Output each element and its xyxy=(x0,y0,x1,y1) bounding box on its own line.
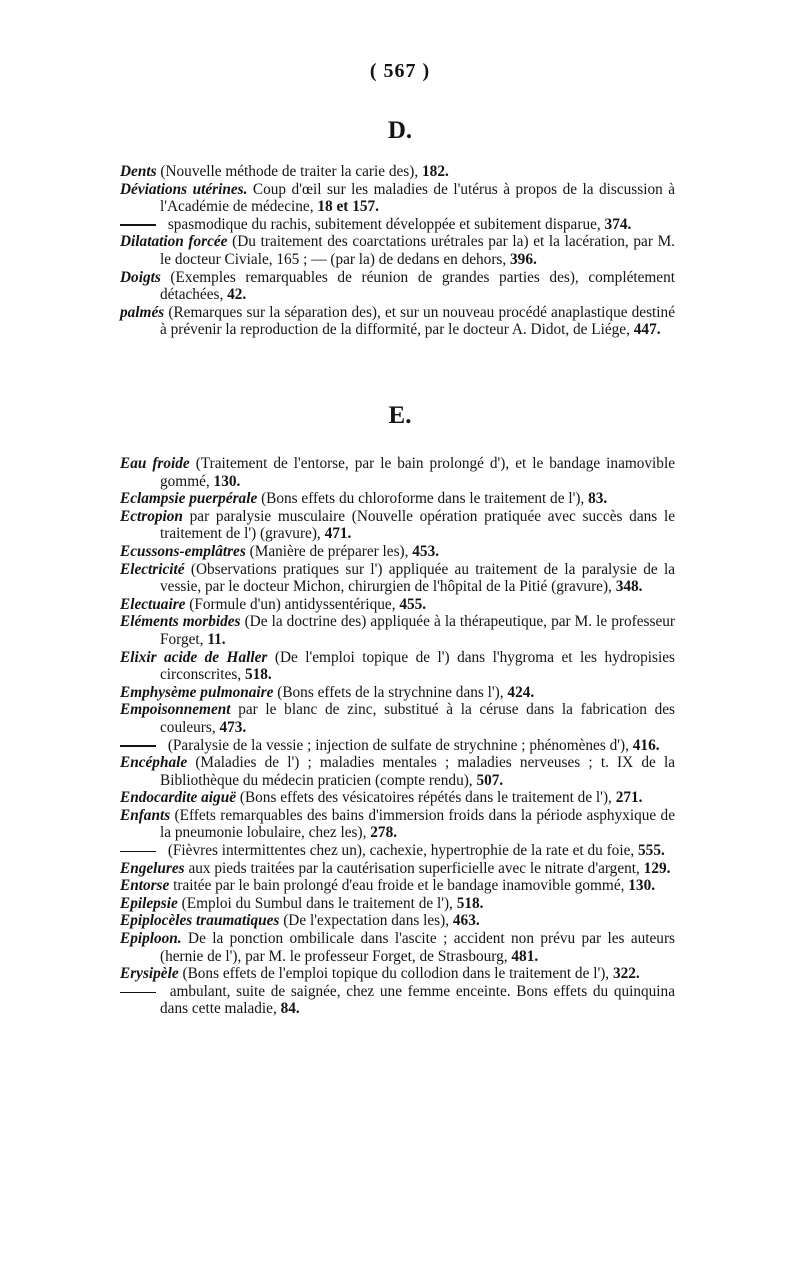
entry-text: (Observations pratiques sur l') appliquée au traitement de la paralysie de la vessie, par le docteur Michon, chirurgien de l'hôpital de la Pitié (gravure), xyxy=(160,560,675,596)
entry-term: Engelures xyxy=(120,859,185,877)
entry-term: Emphysème pulmonaire xyxy=(120,683,274,701)
entry-text: (Traitement de l'entorse, par le bain prolongé d'), et le bandage inamovible gommé, xyxy=(160,455,675,490)
entry-text: traitée par le bain prolongé d'eau froide et le bandage inamovible gommé, xyxy=(173,877,625,895)
entry-text: (De l'emploi topique de l') dans l'hygroma et les hydropisies circonscrites, xyxy=(160,648,675,684)
entry-term: Epiploon. xyxy=(120,930,182,948)
entry-text: (Nouvelle méthode de traiter la carie des), xyxy=(160,163,419,180)
section-letter-e: E. xyxy=(388,402,412,429)
entry-page-ref: 447. xyxy=(633,321,661,339)
index-entry xyxy=(120,842,675,860)
entry-page-ref: 322. xyxy=(612,965,640,983)
index-entry xyxy=(120,860,675,878)
entry-page-ref: 130. xyxy=(628,877,656,895)
entry-text: (Effets remarquables des bains d'immersion froids dans la période asphyxique de la pneumonie lobulaire, chez les), xyxy=(160,806,675,842)
entry-term: Eau froide xyxy=(120,455,190,472)
entry-text: (Bons effets du chloroforme dans le traitement de l'), xyxy=(261,490,585,508)
entry-term: Dilatation forcée xyxy=(120,233,228,251)
entry-text: (De la doctrine des) appliquée à la thérapeutique, par M. le professeur Forget, xyxy=(160,613,675,648)
entry-page-ref: 11. xyxy=(207,630,226,648)
entry-page-ref: 42. xyxy=(227,286,247,304)
entry-text: spasmodique du rachis, subitement développée et subitement disparue, xyxy=(167,215,601,233)
entry-text: (Maladies de l') ; maladies mentales ; maladies nerveuses ; t. IX de la Bibliothèque du médecin praticien (compte rendu), xyxy=(160,754,676,789)
entry-page-ref: 455. xyxy=(399,595,427,613)
entry-page-ref: 18 et 157. xyxy=(317,198,379,216)
entry-text: (Du traitement des coarctations urétrales par la) et la lacération, par M. le docteur Civiale, 165 ; — (par la) de dedans en dehors, xyxy=(160,233,676,268)
section-letter-d: D. xyxy=(387,117,413,144)
index-entry xyxy=(120,269,675,304)
entry-term: Erysipèle xyxy=(120,965,179,983)
entry-text: (Paralysie de la vessie ; injection de sulfate de strychnine ; phénomènes d'), xyxy=(167,736,629,754)
ditto-dash xyxy=(120,842,164,860)
entry-term: Eléments morbides xyxy=(120,613,241,631)
entry-term: Ectropion xyxy=(120,507,183,525)
index-entry xyxy=(120,701,675,736)
index-entry xyxy=(120,649,675,684)
entry-page-ref: 471. xyxy=(324,525,352,543)
entry-term: Ecussons-emplâtres xyxy=(120,542,246,560)
index-entry xyxy=(120,304,675,339)
entry-page-ref: 463. xyxy=(452,912,480,930)
entry-page-ref: 507. xyxy=(476,771,504,789)
entry-text: (Bons effets de la strychnine dans l'), xyxy=(277,683,504,701)
index-entry xyxy=(120,613,675,648)
index-entry xyxy=(120,684,675,702)
section-e-entries xyxy=(120,455,675,1018)
entry-text: aux pieds traitées par la cautérisation superficielle avec le nitrate d'argent, xyxy=(188,859,640,877)
entry-page-ref: 84. xyxy=(280,1000,300,1018)
index-entry xyxy=(120,895,675,913)
entry-term: Entorse xyxy=(120,877,170,895)
index-entry xyxy=(120,561,675,596)
entry-page-ref: 271. xyxy=(615,789,643,807)
entry-page-ref: 278. xyxy=(370,824,398,842)
entry-text: (Exemples remarquables de réunion de grandes parties des), complétement détachées, xyxy=(160,268,675,304)
index-entry xyxy=(120,789,675,807)
index-entry xyxy=(120,233,675,268)
entry-term: Encéphale xyxy=(120,754,188,772)
entry-text: par le blanc de zinc, substitué à la céruse dans la fabrication des couleurs, xyxy=(160,701,675,736)
index-entry xyxy=(120,877,675,895)
entry-term: Enfants xyxy=(120,806,171,824)
entry-page-ref: 182. xyxy=(422,163,449,180)
entry-term: Déviations utérines. xyxy=(120,180,248,198)
entry-page-ref: 453. xyxy=(412,542,440,560)
entry-page-ref: 518. xyxy=(456,894,484,912)
entry-term: Eclampsie puerpérale xyxy=(120,490,258,508)
entry-term: Epiplocèles traumatiques xyxy=(120,912,280,930)
entry-page-ref: 130. xyxy=(213,472,241,490)
index-entry xyxy=(120,181,675,216)
entry-term: Endocardite aiguë xyxy=(120,789,237,807)
index-entry xyxy=(120,216,675,234)
ditto-dash xyxy=(120,737,164,755)
entry-text: (Formule d'un) antidyssentérique, xyxy=(189,595,396,613)
index-entry xyxy=(120,737,675,755)
entry-text: (Manière de préparer les), xyxy=(249,542,409,560)
entry-term: Electricité xyxy=(120,560,185,578)
entry-page-ref: 396. xyxy=(510,250,537,268)
index-entry xyxy=(120,965,675,983)
entry-term: Dents xyxy=(120,163,157,180)
entry-text: ambulant, suite de saignée, chez une femme enceinte. Bons effets du quinquina dans cette maladie, xyxy=(160,982,675,1018)
index-entry xyxy=(120,163,675,181)
entry-text: (Fièvres intermittentes chez un), cachexie, hypertrophie de la rate et du foie, xyxy=(167,842,635,860)
entry-text: De la ponction ombilicale dans l'ascite ; accident non prévu par les auteurs (hernie de l'), par M. le professeur Forget, de Strasbourg, xyxy=(160,930,675,965)
entry-text: (Emploi du Sumbul dans le traitement de l'), xyxy=(181,894,453,912)
index-entry xyxy=(120,596,675,614)
entry-text: (Bons effets des vésicatoires répétés dans le traitement de l'), xyxy=(239,789,612,807)
entry-page-ref: 555. xyxy=(638,842,665,860)
index-entry xyxy=(120,807,675,842)
entry-term: palmés xyxy=(120,303,165,321)
entry-text: (Remarques sur la séparation des), et sur un nouveau procédé anaplastique destiné à prévenir la reproduction de la difformité, par le docteur A. Didot, de Liége, xyxy=(160,303,675,339)
index-entry xyxy=(120,508,675,543)
entry-term: Empoisonnement xyxy=(120,701,231,719)
entry-page-ref: 473. xyxy=(219,718,247,736)
index-entry xyxy=(120,543,675,561)
entry-page-ref: 83. xyxy=(588,490,608,508)
entry-term: Electuaire xyxy=(120,595,186,613)
page-number: ( 567 ) xyxy=(369,60,431,82)
index-entry xyxy=(120,490,675,508)
ditto-dash xyxy=(120,983,164,1001)
ditto-dash xyxy=(120,216,164,234)
entry-page-ref: 348. xyxy=(615,578,643,596)
index-entry xyxy=(120,983,675,1018)
entry-text: (De l'expectation dans les), xyxy=(283,912,450,930)
entry-page-ref: 416. xyxy=(632,736,660,754)
entry-term: Epilepsie xyxy=(120,894,178,912)
entry-page-ref: 374. xyxy=(604,215,632,233)
index-entry xyxy=(120,912,675,930)
entry-page-ref: 481. xyxy=(511,947,539,965)
index-entry xyxy=(120,754,675,789)
entry-page-ref: 518. xyxy=(244,666,272,684)
entry-term: Doigts xyxy=(120,268,161,286)
section-d-entries xyxy=(120,163,675,339)
index-entry xyxy=(120,455,675,490)
entry-text: Coup d'œil sur les maladies de l'utérus à propos de la discussion à l'Académie de médecine, xyxy=(160,180,676,216)
entry-page-ref: 424. xyxy=(507,683,535,701)
entry-text: (Bons effets de l'emploi topique du collodion dans le traitement de l'), xyxy=(182,965,610,983)
entry-text: par paralysie musculaire (Nouvelle opération pratiquée avec succès dans le traitement de l') (gravure), xyxy=(160,507,675,543)
index-entry xyxy=(120,930,675,965)
entry-page-ref: 129. xyxy=(643,859,671,877)
entry-term: Elixir acide de Haller xyxy=(120,648,268,666)
